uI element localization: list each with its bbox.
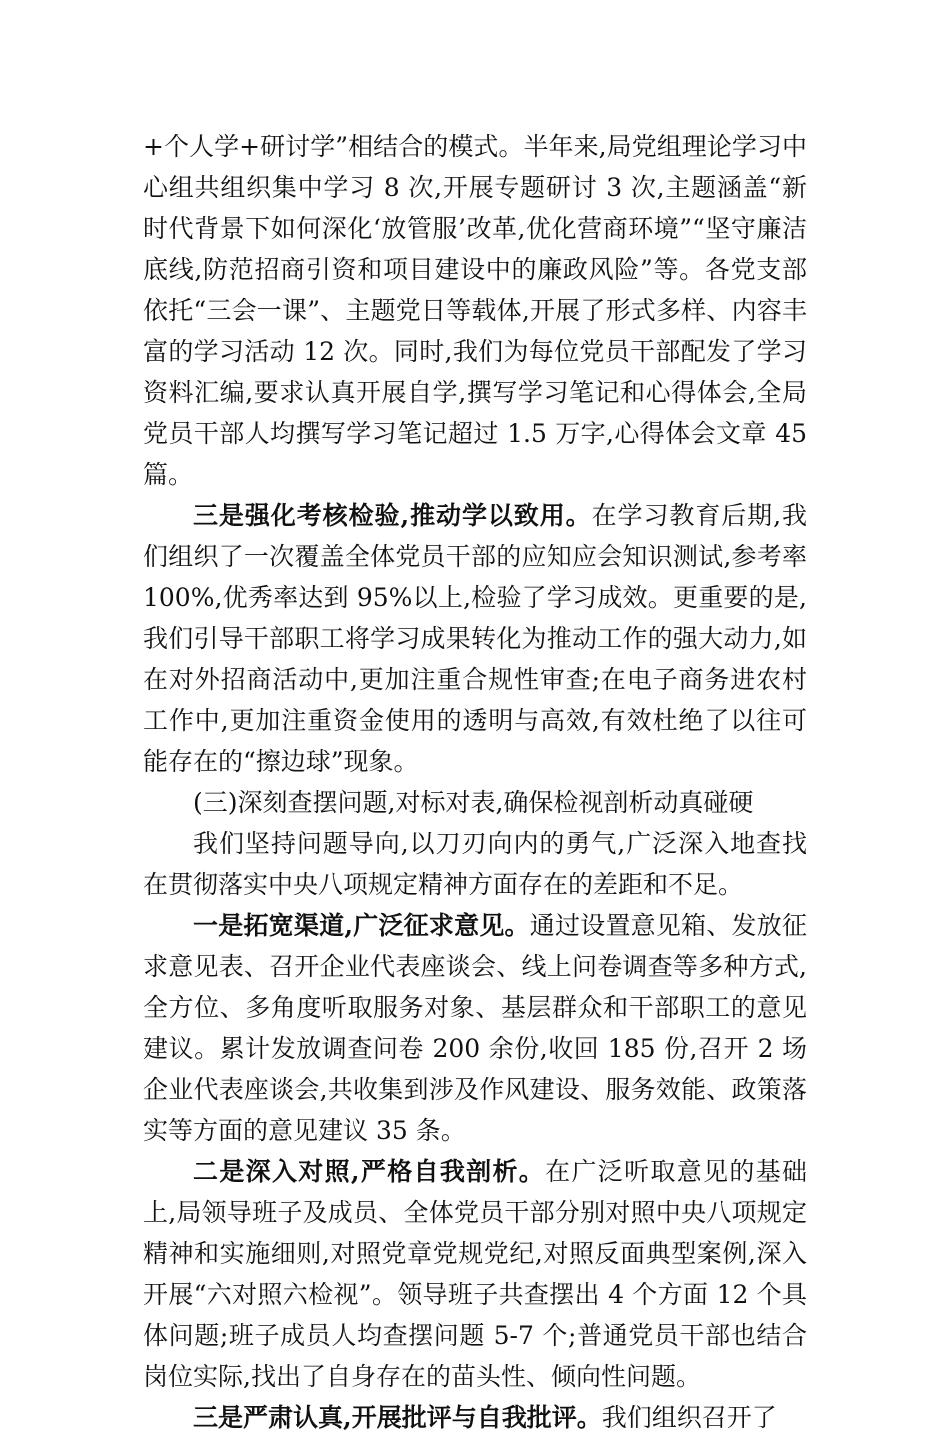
paragraph-self-analysis xyxy=(143,1151,807,1397)
paragraph-assessment xyxy=(143,495,807,782)
section-heading-text: (三)深刻查摆问题,对标对表,确保检视剖析动真碰硬 xyxy=(193,788,754,817)
paragraph-text: 通过设置意见箱、发放征求意见表、召开企业代表座谈会、线上问卷调查等多种方式,全方位、多角度听取服务对象、基层群众和干部职工的意见建议。累计发放调查问卷 200 余份,收回 185 份,召开 2 场企业代表座谈会,共收集到涉及作风建设、服务效能、政策落实等方面的意见建议 35 条。 xyxy=(143,911,807,1145)
paragraph-text: 在学习教育后期,我们组织了一次覆盖全体党员干部的应知应会知识测试,参考率 100%,优秀率达到 95%以上,检验了学习成效。更重要的是,我们引导干部职工将学习成果转化为推动工作的强大动力,如在对外招商活动中,更加注重合规性审查;在电子商务进农村工作中,更加注重资金使用的透明与高效,有效杜绝了以往可能存在的“擦边球”现象。 xyxy=(143,501,807,776)
paragraph-text: 在广泛听取意见的基础上,局领导班子及成员、全体党员干部分别对照中央八项规定精神和实施细则,对照党章党规党纪,对照反面典型案例,深入开展“六对照六检视”。领导班子共查摆出 4 个方面 12 个具体问题;班子成员人均查摆问题 5-7 个;普通党员干部也结合岗位实际,找出了自身存在的苗头性、倾向性问题。 xyxy=(143,1157,807,1391)
paragraph-text: +个人学+研讨学”相结合的模式。半年来,局党组理论学习中心组共组织集中学习 8 次,开展专题研讨 3 次,主题涵盖“新时代背景下如何深化‘放管服’改革,优化营商环境”“坚守廉洁底线,防范招商引资和项目建设中的廉政风险”等。各党支部依托“三会一课”、主题党日等载体,开展了形式多样、内容丰富的学习活动 12 次。同时,我们为每位党员干部配发了学习资料汇编,要求认真开展自学,撰写学习笔记和心得体会,全局党员干部人均撰写学习笔记超过 1.5 万字,心得体会文章 45 篇。 xyxy=(143,132,807,489)
section-heading xyxy=(143,782,807,823)
paragraph-text: 我们坚持问题导向,以刀刃向内的勇气,广泛深入地查找在贯彻落实中央八项规定精神方面存在的差距和不足。 xyxy=(143,829,807,899)
paragraph-study-model xyxy=(143,126,807,495)
document-body xyxy=(143,126,807,1438)
paragraph-lead: 三是强化考核检验,推动学以致用。 xyxy=(193,501,592,530)
paragraph-problem-oriented xyxy=(143,823,807,905)
paragraph-broaden-channels xyxy=(143,905,807,1151)
paragraph-lead: 二是深入对照,严格自我剖析。 xyxy=(193,1157,546,1186)
paragraph-lead: 一是拓宽渠道,广泛征求意见。 xyxy=(193,911,530,940)
paragraph-lead: 三是严肃认真,开展批评与自我批评。 xyxy=(193,1403,602,1432)
paragraph-text: 我们组织召开了 xyxy=(601,1403,777,1432)
paragraph-criticism xyxy=(143,1397,807,1438)
